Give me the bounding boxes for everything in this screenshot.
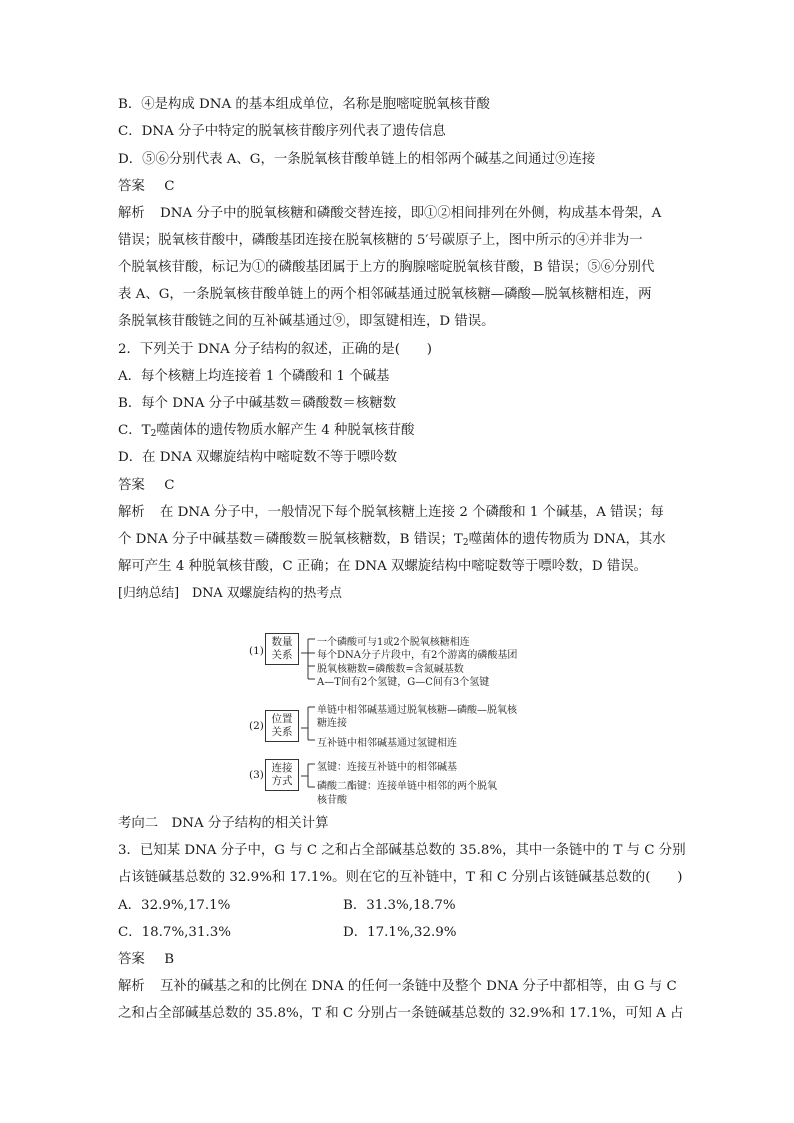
group-3-number: (3): [249, 769, 264, 781]
q2-stem: 2．下列关于 DNA 分子结构的叙述，正确的是( ): [118, 342, 433, 357]
box-label: 关系: [271, 726, 293, 738]
q2-option-a: A．每个核糖上均连接着 1 个磷酸和 1 个碱基: [118, 369, 390, 384]
q3-analysis-line-1: [118, 977, 686, 997]
q1-answer: [118, 177, 686, 197]
group-1-item-4: A—T间有2个氢键，G—C间有3个氢键: [317, 677, 490, 688]
box-label: 位置: [271, 713, 293, 725]
q2-option-c: [118, 421, 686, 444]
q3-analysis-line-2: 之和占全部碱基总数的 35.8%，T 和 C 分别占一条链碱基总数的 32.9%和 17.1%，可知 A 占: [118, 1006, 684, 1021]
q3-answer: [118, 950, 686, 970]
summary-diagram: [245, 633, 565, 809]
box-label: 连接: [271, 762, 293, 774]
summary-title: [归纳总结] DNA 双螺旋结构的热考点: [118, 586, 342, 601]
q2-option-b: B．每个 DNA 分子中碱基数＝磷酸数＝核糖数: [118, 396, 397, 411]
analysis-label: 解析: [118, 979, 145, 994]
group-1-box: [265, 633, 299, 665]
box-label: 关系: [271, 649, 293, 661]
analysis-text: 互补的碱基之和的比例在 DNA 的任何一条链中及整个 DNA 分子中都相等，由 G 与 C: [160, 979, 677, 994]
group-1-item-1: 一个磷酸可与1或2个脱氧核糖相连: [317, 637, 470, 648]
q3-option-a: A．32.9%,17.1%: [118, 898, 231, 913]
group-2-item-1a: 单链中相邻碱基通过脱氧核糖—磷酸—脱氧核: [317, 705, 517, 716]
q2-analysis-line-3: 解可产生 4 种脱氧核苷酸，C 正确；在 DNA 双螺旋结构中嘧啶数等于嘌呤数，D 错误。: [118, 559, 648, 574]
subscript: 2: [462, 538, 469, 548]
group-1-number: (1): [249, 645, 264, 657]
group-2-box: [265, 710, 299, 742]
group-3-item-2a: 磷酸二酯键：连接单链中相邻的两个脱氧: [317, 781, 497, 792]
q3-stem-line-1: 3．已知某 DNA 分子中，G 与 C 之和占全部碱基总数的 35.8%，其中一条链中的 T 与 C 分别: [118, 843, 686, 858]
q3-option-b: B．31.3%,18.7%: [343, 898, 456, 913]
answer-value: B: [164, 952, 175, 967]
analysis-text: 噬菌体的遗传物质为 DNA，其水: [468, 532, 666, 547]
q1-analysis-line-1: [118, 204, 686, 224]
q2-option-d: D．在 DNA 双螺旋结构中嘧啶数不等于嘌呤数: [118, 450, 398, 465]
answer-label: 答案: [118, 952, 145, 967]
group-2-item-1b: 糖连接: [317, 718, 347, 729]
answer-label: 答案: [118, 179, 145, 194]
q1-analysis-line-5: 条脱氧核苷酸链之间的互补碱基通过⑨，即氢键相连，D 错误。: [118, 314, 495, 329]
q2-analysis-line-1: [118, 503, 686, 523]
subscript: 2: [150, 429, 157, 439]
q1-analysis-line-2: 错误；脱氧核苷酸中，磷酸基团连接在脱氧核糖的 5′号碳原子上，图中所示的④并非为一: [118, 233, 643, 248]
group-3-box: [265, 759, 299, 791]
group-3-item-2b: 核苷酸: [317, 795, 347, 806]
group-3-item-1: 氢键：连接互补链中的相邻碱基: [317, 762, 457, 773]
q1-analysis-line-3: 个脱氧核苷酸，标记为①的磷酸基团属于上方的胸腺嘧啶脱氧核苷酸，B 错误；⑤⑥分别代: [118, 260, 655, 275]
option-c-text: 噬菌体的遗传物质水解产生 4 种脱氧核苷酸: [156, 423, 415, 438]
analysis-text: DNA 分子中的脱氧核糖和磷酸交替连接，即①②相间排列在外侧，构成基本骨架，A: [160, 206, 662, 221]
q3-option-d: D．17.1%,32.9%: [343, 925, 457, 940]
group-1-item-2: 每个DNA分子片段中，有2个游离的磷酸基团: [317, 650, 518, 661]
section-title: 考向二 DNA 分子结构的相关计算: [118, 816, 329, 831]
group-2-item-2: 互补链中相邻碱基通过氢键相连: [317, 738, 457, 749]
q3-option-c: C．18.7%,31.3%: [118, 925, 231, 940]
box-label: 方式: [271, 775, 293, 787]
q2-analysis-line-2: [118, 530, 686, 553]
q3-stem-line-2: 占该链碱基总数的 32.9%和 17.1%。则在它的互补链中，T 和 C 分别占该链碱基总数的( ): [118, 870, 683, 885]
q1-option-d: D．⑤⑥分别代表 A、G，一条脱氧核苷酸单链上的相邻两个碱基之间通过⑨连接: [118, 152, 596, 167]
analysis-label: 解析: [118, 206, 145, 221]
group-1-item-3: 脱氧核糖数=磷酸数=含氮碱基数: [317, 664, 464, 675]
analysis-text: 个 DNA 分子中碱基数＝磷酸数＝脱氧核糖数，B 错误；T: [118, 532, 463, 547]
q2-answer: [118, 476, 686, 496]
q1-analysis-line-4: 表 A、G，一条脱氧核苷酸单链上的两个相邻碱基通过脱氧核糖—磷酸—脱氧核糖相连，两: [118, 287, 652, 302]
q1-option-c: C．DNA 分子中特定的脱氧核苷酸序列代表了遗传信息: [118, 124, 446, 139]
analysis-label: 解析: [118, 505, 145, 520]
option-c-prefix: C．T: [118, 423, 151, 438]
analysis-text: 在 DNA 分子中，一般情况下每个脱氧核糖上连接 2 个磷酸和 1 个碱基，A 错误；每: [160, 505, 664, 520]
box-label: 数量: [271, 636, 293, 648]
q1-option-b: B．④是构成 DNA 的基本组成单位，名称是胞嘧啶脱氧核苷酸: [118, 97, 490, 112]
answer-value: C: [164, 179, 175, 194]
answer-value: C: [164, 478, 175, 493]
group-2-number: (2): [249, 720, 264, 732]
answer-label: 答案: [118, 478, 145, 493]
